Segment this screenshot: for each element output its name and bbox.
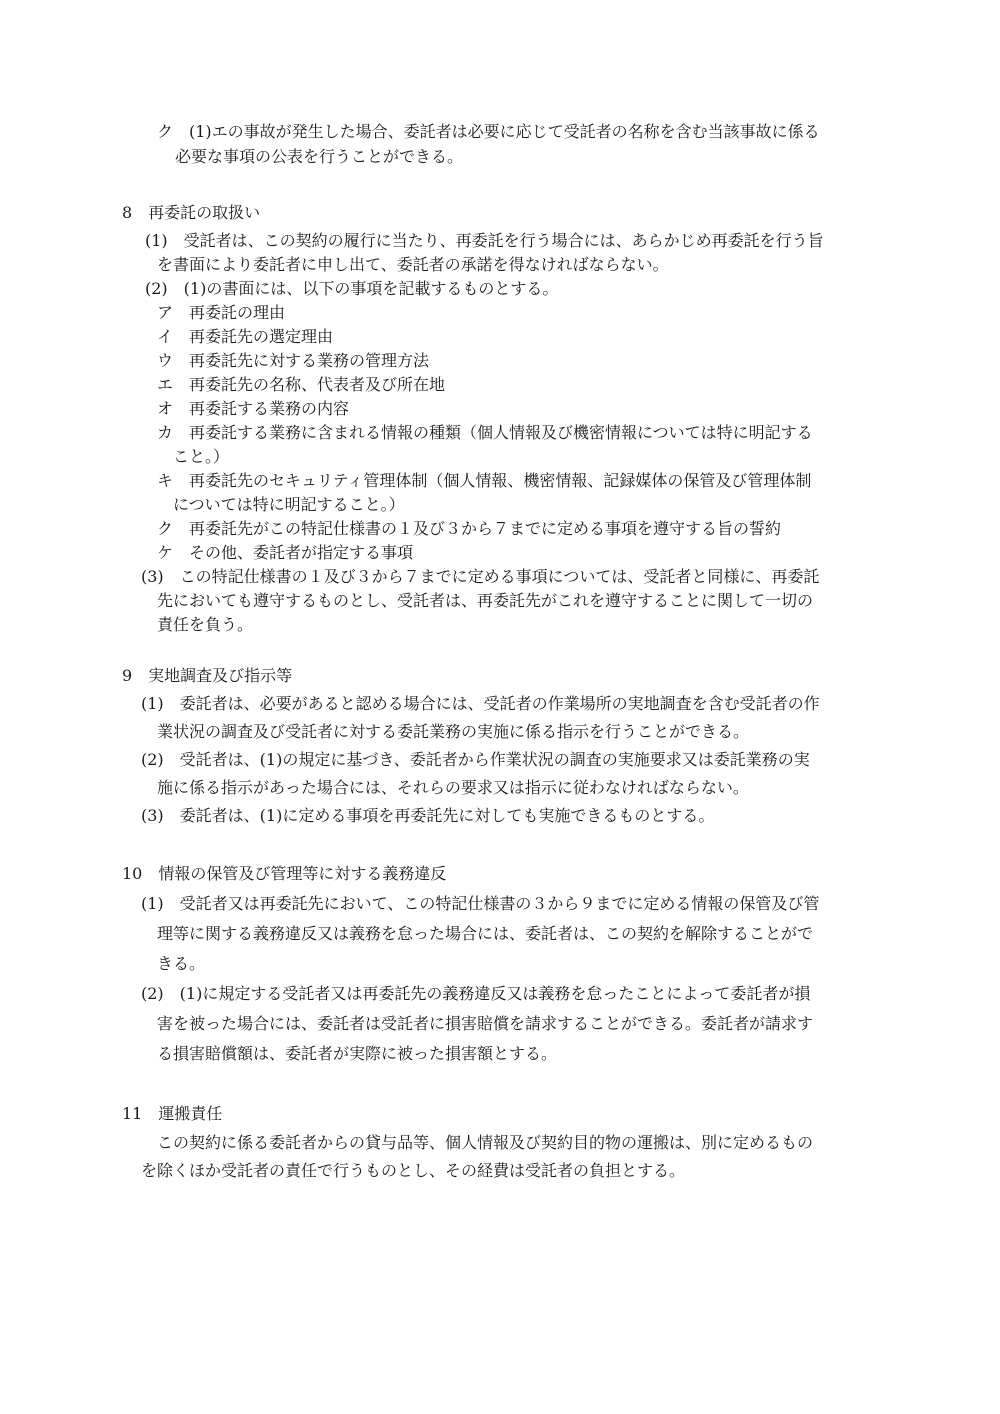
section-10-para-1-line-3: きる。 <box>157 954 206 973</box>
section-8-para-1-line-2: を書面により委託者に申し出て、委託者の承諾を得なければならない。 <box>157 255 669 274</box>
item-ku-line-2: 必要な事項の公表を行うことができる。 <box>175 147 464 166</box>
section-8-heading: 8 再委託の取扱い <box>122 203 261 222</box>
section-9-para-1-line-1: (1) 委託者は、必要があると認める場合には、受託者の作業場所の実地調査を含む受託者の作 <box>141 694 820 713</box>
list-item-a: ア 再委託の理由 <box>157 303 286 322</box>
section-8-para-2: (2) (1)の書面には、以下の事項を記載するものとする。 <box>145 279 559 298</box>
section-10-heading: 10 情報の保管及び管理等に対する義務違反 <box>122 864 447 883</box>
list-item-i: イ 再委託先の選定理由 <box>157 327 334 346</box>
section-9-para-2-line-2: 施に係る指示があった場合には、それらの要求又は指示に従わなければならない。 <box>157 778 749 797</box>
section-10-para-2-line-3: る損害賠償額は、委託者が実際に被った損害額とする。 <box>157 1044 558 1063</box>
section-8-para-3-line-2: 先においても遵守するものとし、受託者は、再委託先がこれを遵守することに関して一切の <box>157 591 814 610</box>
list-item-ka-line-2: こと。） <box>173 447 230 466</box>
list-item-ka-line-1: カ 再委託する業務に含まれる情報の種類（個人情報及び機密情報については特に明記する <box>157 423 813 442</box>
list-item-ku: ク 再委託先がこの特記仕様書の１及び３から７までに定める事項を遵守する旨の誓約 <box>157 519 782 538</box>
section-11-heading: 11 運搬責任 <box>122 1104 223 1123</box>
section-8-para-1-line-1: (1) 受託者は、この契約の履行に当たり、再委託を行う場合には、あらかじめ再委託を行う旨 <box>145 231 824 250</box>
section-8-para-3-line-1: (3) この特記仕様書の１及び３から７までに定める事項については、受託者と同様に、再委託 <box>141 567 820 586</box>
item-ku-line-1: ク (1)エの事故が発生した場合、委託者は必要に応じて受託者の名称を含む当該事故に係る <box>157 122 820 141</box>
list-item-e: エ 再委託先の名称、代表者及び所在地 <box>157 375 446 394</box>
section-11-para-line-1: この契約に係る委託者からの貸与品等、個人情報及び契約目的物の運搬は、別に定めるもの <box>157 1133 814 1152</box>
list-item-ki-line-2: については特に明記すること。） <box>173 495 405 514</box>
section-10-para-2-line-1: (2) (1)に規定する受託者又は再委託先の義務違反又は義務を怠ったことによって委託者が損 <box>141 984 811 1003</box>
list-item-ki-line-1: キ 再委託先のセキュリティ管理体制（個人情報、機密情報、記録媒体の保管及び管理体制 <box>157 471 812 490</box>
section-10-para-1-line-1: (1) 受託者又は再委託先において、この特記仕様書の３から９までに定める情報の保管及び管 <box>141 894 820 913</box>
section-9-para-1-line-2: 業状況の調査及び受託者に対する委託業務の実施に係る指示を行うことができる。 <box>157 722 750 741</box>
section-9-para-3: (3) 委託者は、(1)に定める事項を再委託先に対しても実施できるものとする。 <box>141 806 715 825</box>
list-item-o: オ 再委託する業務の内容 <box>157 399 350 418</box>
section-11-para-line-2: を除くほか受託者の責任で行うものとし、その経費は受託者の負担とする。 <box>141 1161 686 1180</box>
list-item-ke: ケ その他、委託者が指定する事項 <box>157 543 414 562</box>
section-10-para-1-line-2: 理等に関する義務違反又は義務を怠った場合には、委託者は、この契約を解除することがで <box>157 924 814 943</box>
section-9-para-2-line-1: (2) 受託者は、(1)の規定に基づき、委託者から作業状況の調査の実施要求又は委託業務の実 <box>141 750 810 769</box>
section-10-para-2-line-2: 害を被った場合には、委託者は受託者に損害賠償を請求することができる。委託者が請求す <box>157 1014 814 1033</box>
section-8-para-3-line-3: 責任を負う。 <box>157 615 254 634</box>
section-9-heading: 9 実地調査及び指示等 <box>122 666 293 685</box>
list-item-u: ウ 再委託先に対する業務の管理方法 <box>157 351 430 370</box>
